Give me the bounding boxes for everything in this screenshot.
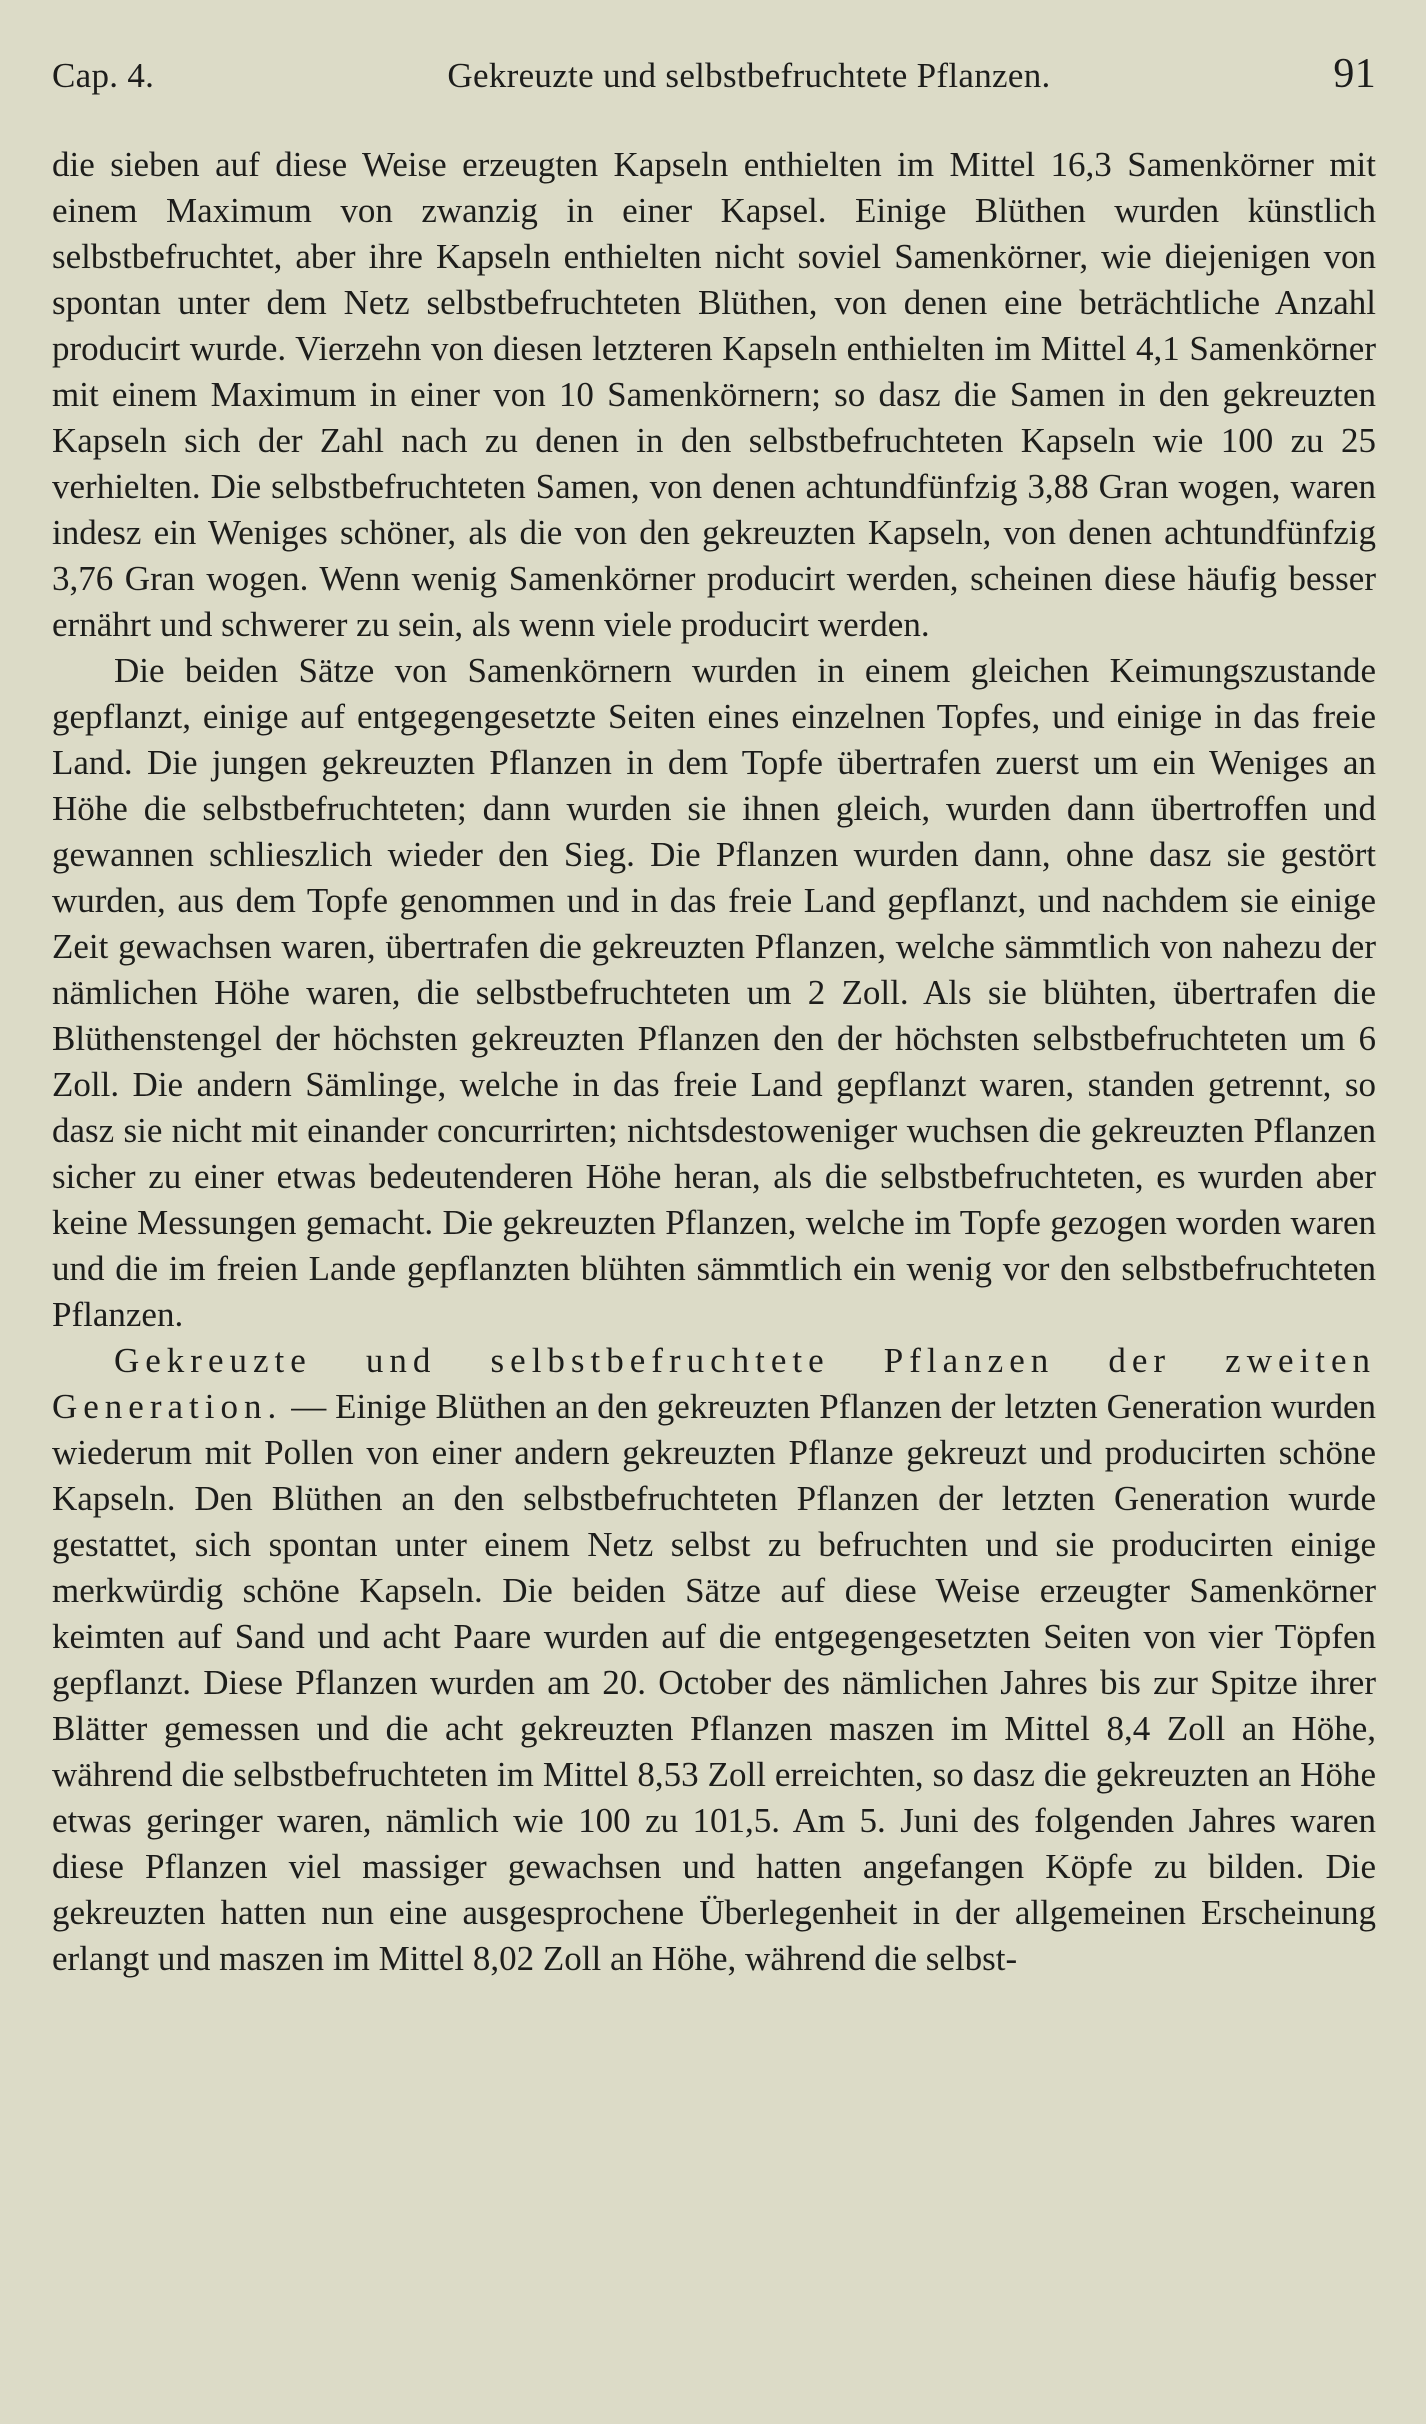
running-title: Gekreuzte und selbstbefruchtete Pflanzen. <box>447 56 1051 95</box>
paragraph-2: Die beiden Sätze von Samenkörnern wurden in einem gleichen Keimungszustande gepflanzt, einige auf entgegengesetzte Seiten eines einzelnen Topfes, und einige in das freie Land. Die jungen gekreuzten Pflanzen in dem Topfe übertrafen zuerst um ein Weniges an Höhe die selbstbefruchteten; dann wurden sie ihnen gleich, wurden dann übertroffen und gewannen schlieszlich wieder den Sieg. Die Pflanzen wurden dann, ohne dasz sie gestört wurden, aus dem Topfe genommen und in das freie Land gepflanzt, und nachdem sie einige Zeit gewachsen waren, übertrafen die gekreuzten Pflanzen, welche sämmtlich von nahezu der nämlichen Höhe waren, die selbstbefruchteten um 2 Zoll. Als sie blühten, übertrafen die Blüthenstengel der höchsten gekreuzten Pflanzen den der höchsten selbstbefruchteten um 6 Zoll. Die andern Sämlinge, welche in das freie Land gepflanzt waren, standen getrennt, so dasz sie nicht mit einander concurrirten; nichtsdestoweniger wuchsen die gekreuzten Pflanzen sicher zu einer etwas bedeutenderen Höhe heran, als die selbstbefruchteten, es wurden aber keine Messungen gemacht. Die gekreuzten Pflanzen, welche im Topfe gezogen worden waren und die im freien Lande gepflanzten blühten sämmtlich ein wenig vor den selbstbefruchteten Pflanzen. <box>52 651 1376 1334</box>
page-number: 91 <box>1333 51 1376 97</box>
body-text <box>52 142 1376 1982</box>
paragraph-1: die sieben auf diese Weise erzeugten Kapseln enthielten im Mittel 16,3 Samenkörner mit einem Maximum von zwanzig in einer Kapsel. Einige Blüthen wurden künstlich selbstbefruchtet, aber ihre Kapseln enthielten nicht soviel Samenkörner, wie diejenigen von spontan unter dem Netz selbstbefruchteten Blüthen, von denen eine beträchtliche Anzahl producirt wurde. Vierzehn von diesen letzteren Kapseln enthielten im Mittel 4,1 Samenkörner mit einem Maximum in einer von 10 Samenkörnern; so dasz die Samen in den gekreuzten Kapseln sich der Zahl nach zu denen in den selbstbefruchteten Kapseln wie 100 zu 25 verhielten. Die selbstbefruchteten Samen, von denen achtundfünfzig 3,88 Gran wogen, waren indesz ein Weniges schöner, als die von den gekreuzten Kapseln, von denen achtundfünfzig 3,76 Gran wogen. Wenn wenig Samenkörner producirt werden, scheinen diese häufig besser ernährt und schwerer zu sein, als wenn viele producirt werden. <box>52 145 1376 644</box>
running-header <box>52 50 1376 110</box>
paragraph-3 <box>52 1338 1376 1982</box>
paragraph-3-text: — Einige Blüthen an den gekreuzten Pflanzen der letzten Generation wurden wiederum mit Pollen von einer andern gekreuzten Pflanze gekreuzt und producirten schöne Kapseln. Den Blüthen an den selbstbefruchteten Pflanzen der letzten Generation wurde gestattet, sich spontan unter einem Netz selbst zu befruchten und sie producirten einige merkwürdig schöne Kapseln. Die beiden Sätze auf diese Weise erzeugter Samenkörner keimten auf Sand und acht Paare wurden auf die entgegengesetzten Seiten von vier Töpfen gepflanzt. Diese Pflanzen wurden am 20. October des nämlichen Jahres bis zur Spitze ihrer Blätter gemessen und die acht gekreuzten Pflanzen maszen im Mittel 8,4 Zoll an Höhe, während die selbstbefruchteten im Mittel 8,53 Zoll erreichten, so dasz die gekreuzten an Höhe etwas geringer waren, nämlich wie 100 zu 101,5. Am 5. Juni des folgenden Jahres waren diese Pflanzen viel massiger gewachsen und hatten angefangen Köpfe zu bilden. Die gekreuzten hatten nun eine ausgesprochene Überlegenheit in der allgemeinen Erscheinung erlangt und maszen im Mittel 8,02 Zoll an Höhe, während die selbst- <box>52 1387 1376 1978</box>
chapter-label: Cap. 4. <box>52 56 155 95</box>
section-heading: Gekreuzte und selbstbefruchtete Pflanzen der zweiten Generation. <box>52 1341 1376 1426</box>
